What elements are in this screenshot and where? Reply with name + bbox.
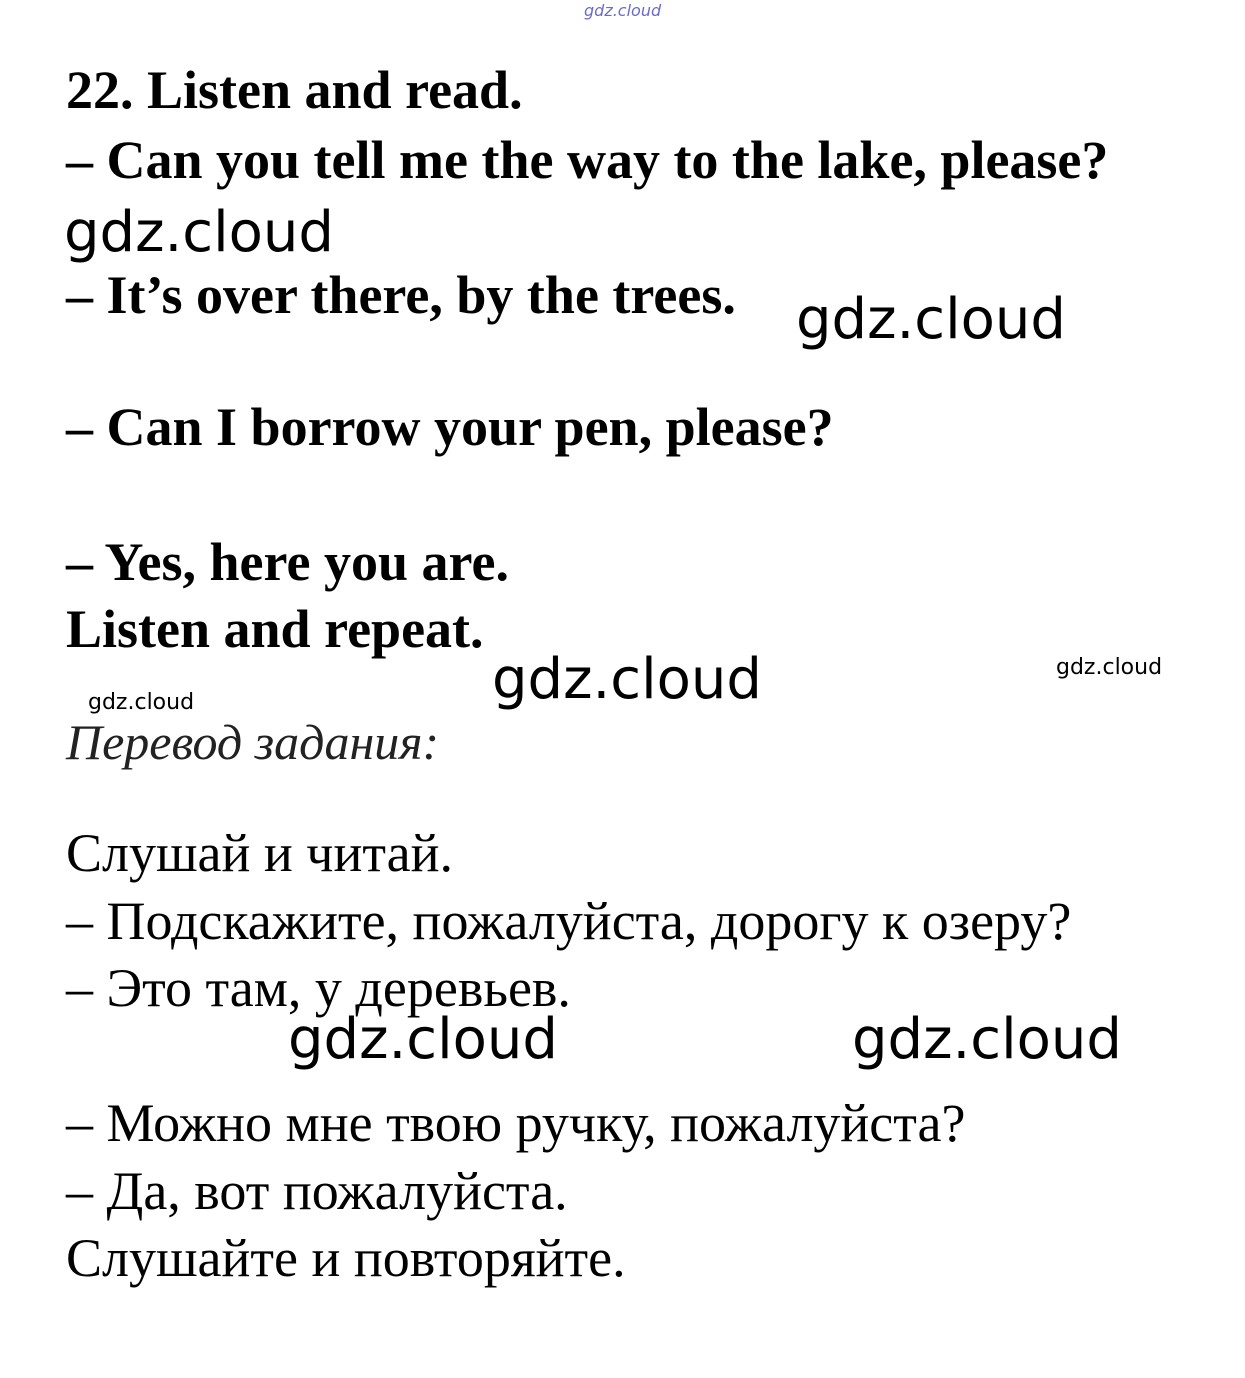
watermark-2: gdz.cloud [796, 287, 1066, 352]
translation-title: Слушай и читай. [66, 823, 453, 883]
watermark-1: gdz.cloud [64, 200, 334, 265]
watermark-top: gdz.cloud [584, 1, 662, 20]
exercise-instruction: Listen and repeat. [66, 599, 484, 659]
watermark-3: gdz.cloud [492, 647, 762, 712]
translation-line-2: – Это там, у деревьев. [66, 958, 571, 1018]
dialog-line-1: – Can you tell me the way to the lake, please? [66, 130, 1109, 190]
translation-instruction: Слушайте и повторяйте. [66, 1228, 626, 1288]
translation-line-4: – Да, вот пожалуйста. [66, 1161, 568, 1221]
translation-heading: Перевод задания: [66, 714, 440, 770]
translation-line-3: – Можно мне твою ручку, пожалуйста? [66, 1093, 966, 1153]
watermark-6: gdz.cloud [288, 1007, 558, 1072]
dialog-line-3: – Can I borrow your pen, please? [66, 397, 834, 457]
watermark-5: gdz.cloud [88, 690, 195, 715]
watermark-4: gdz.cloud [1056, 655, 1163, 680]
exercise-title: 22. Listen and read. [66, 60, 523, 120]
watermark-7: gdz.cloud [852, 1007, 1122, 1072]
dialog-line-4: – Yes, here you are. [66, 532, 509, 592]
translation-line-1: – Подскажите, пожалуйста, дорогу к озеру? [66, 891, 1072, 951]
dialog-line-2: – It’s over there, by the trees. [66, 265, 736, 325]
